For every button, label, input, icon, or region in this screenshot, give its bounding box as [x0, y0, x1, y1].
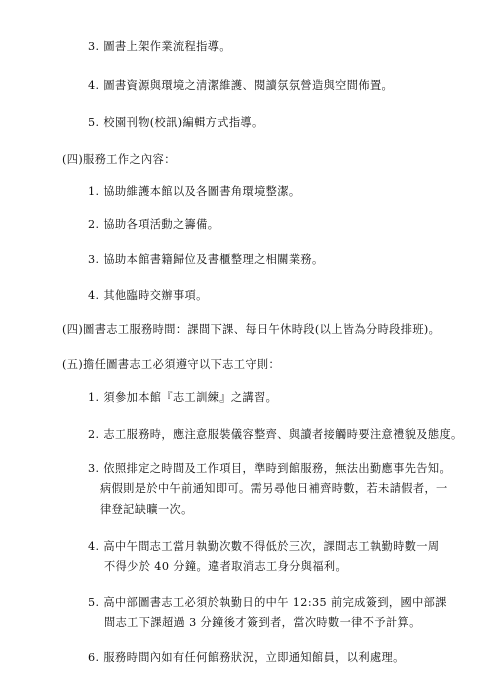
rule-item-2: 2. 志工服務時，應注意服裝儀容整齊、與讀者接觸時要注意禮貌及態度。 — [88, 428, 463, 441]
rule-item-5-cont: 間志工下課超過 3 分鐘後才簽到者，當次時數一律不予計算。 — [104, 616, 421, 629]
rule-item-4: 4. 高中午間志工當月執勤次數不得低於三次，課間志工執勤時數一周 — [88, 540, 440, 553]
duty-item-2: 2. 協助各項活動之籌備。 — [88, 218, 220, 231]
section-heading-rules: (五)擔任圖書志工必須遵守以下志工守則： — [62, 358, 281, 371]
training-item-5: 5. 校園刊物(校訊)編輯方式指導。 — [88, 116, 264, 129]
rule-item-3-cont-1: 病假則是於中午前通知即可。需另尋他日補齊時數，若未請假者，一 — [100, 482, 448, 495]
rule-item-4-cont: 不得少於 40 分鐘。違者取消志工身分與福利。 — [104, 560, 348, 573]
rule-item-5: 5. 高中部圖書志工必須於執勤日的中午 12:35 前完成簽到，國中部課 — [88, 596, 447, 609]
duty-item-1: 1. 協助維護本館以及各圖書角環境整潔。 — [88, 185, 301, 198]
training-item-3: 3. 圖書上架作業流程指導。 — [88, 40, 231, 53]
duty-item-3: 3. 協助本館書籍歸位及書櫃整理之相關業務。 — [88, 253, 324, 266]
rule-item-3-cont-2: 律登記缺曠一次。 — [100, 503, 193, 516]
rule-item-1: 1. 須參加本館『志工訓練』之講習。 — [88, 391, 278, 404]
section-heading-duties: (四)服務工作之內容： — [62, 153, 176, 166]
section-heading-hours: (四)圖書志工服務時間：課間下課、每日午休時段(以上皆為分時段排班)。 — [62, 323, 441, 336]
training-item-4: 4. 圖書資源與環境之清潔維護、閱讀氛氛營造與空間佈置。 — [88, 79, 394, 92]
duty-item-4: 4. 其他臨時交辦事項。 — [88, 289, 208, 302]
rule-item-6: 6. 服務時間內如有任何館務狀況，立即通知館員，以利處理。 — [88, 651, 405, 664]
rule-item-3: 3. 依照排定之時間及工作項目，準時到館服務，無法出勤應事先告知。 — [88, 462, 452, 475]
